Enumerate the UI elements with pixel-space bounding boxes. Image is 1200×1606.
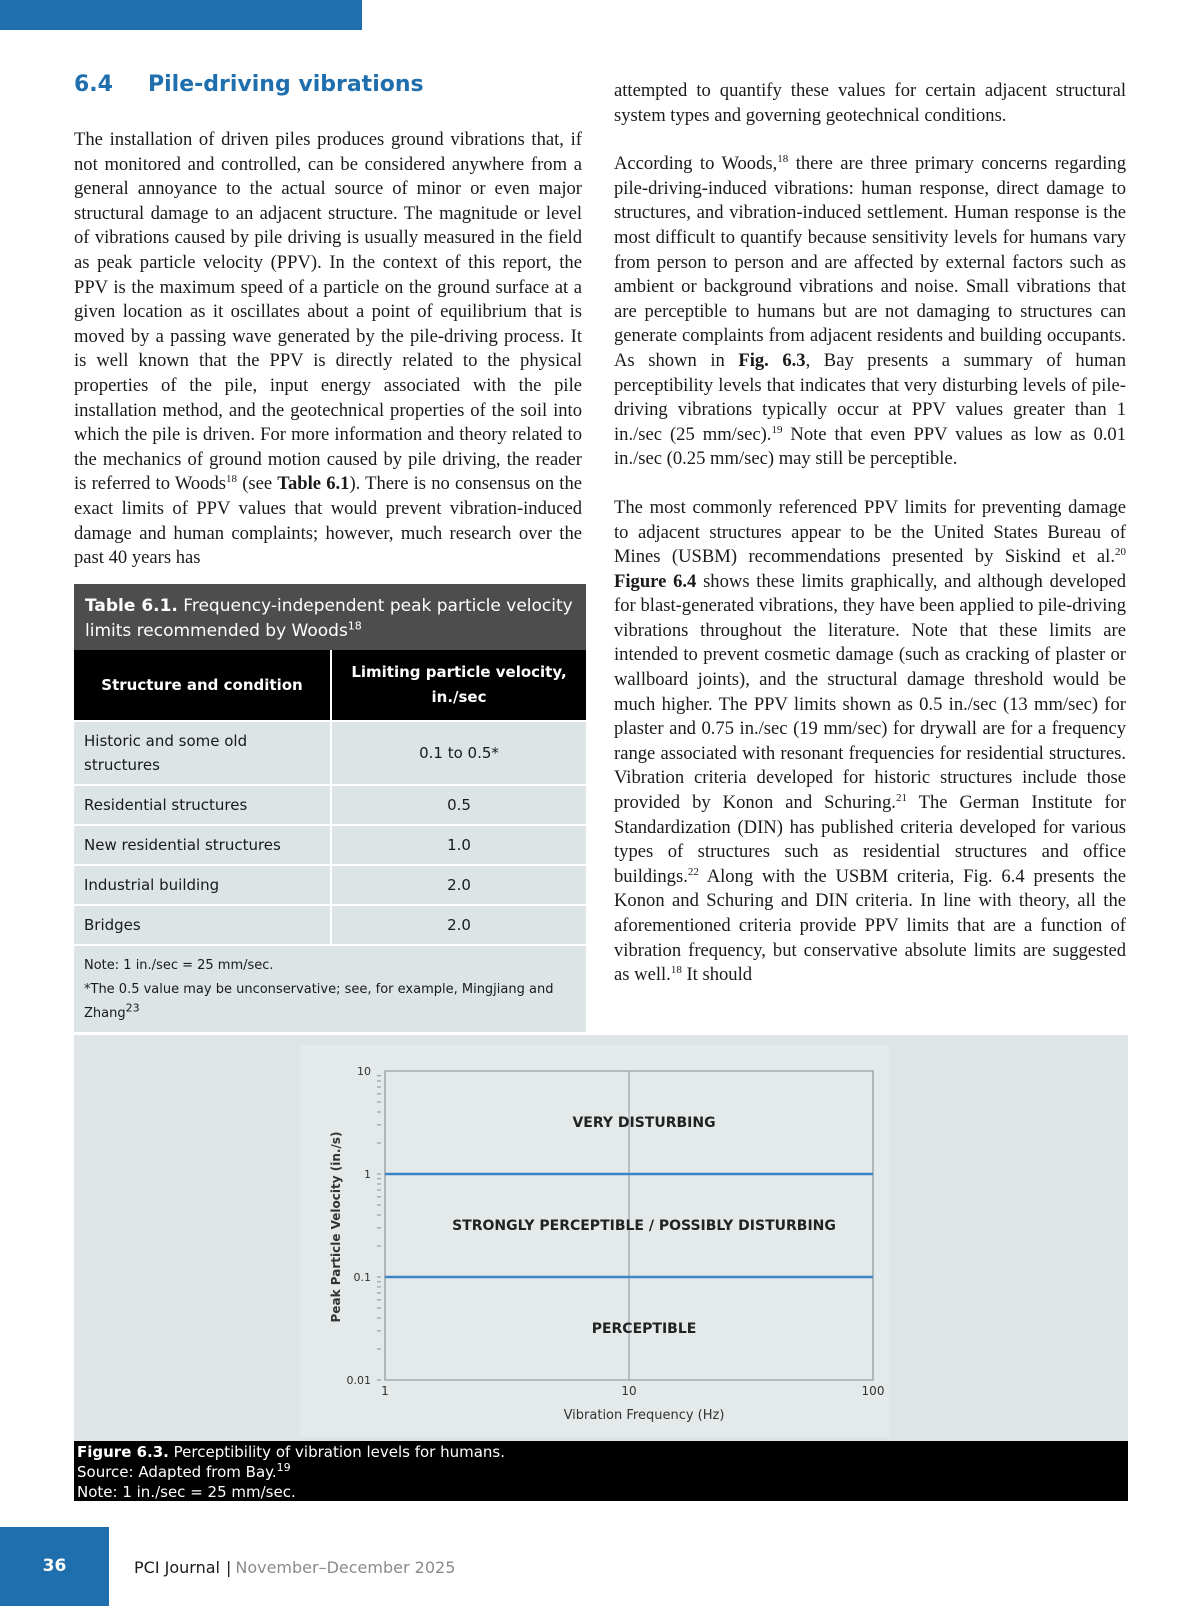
velocity-cell: 2.0 (331, 865, 586, 905)
citation-ref: 20 (1115, 545, 1126, 558)
y-tick-label: 10 (357, 1065, 371, 1078)
structure-cell: Historic and some old structures (74, 721, 331, 785)
right-column (614, 79, 1126, 1012)
figure-label: Figure 6.3. (77, 1443, 169, 1461)
right-paragraph-2 (614, 152, 1126, 472)
section-title: Pile-driving vibrations (148, 72, 424, 97)
table-row (74, 825, 586, 865)
velocity-cell: 0.5 (331, 785, 586, 825)
table-caption (74, 584, 586, 650)
citation-ref: 19 (771, 423, 783, 436)
figure-caption-text: Perceptibility of vibration levels for humans. (168, 1443, 506, 1461)
structure-cell: Bridges (74, 905, 331, 944)
paragraph-text: (see (237, 473, 278, 495)
velocity-cell: 0.1 to 0.5* (331, 721, 586, 785)
section-heading (74, 72, 424, 97)
figure-caption-line (77, 1442, 1125, 1462)
page-number: 36 (0, 1527, 109, 1606)
table-row (74, 785, 586, 825)
left-column-paragraph (74, 128, 582, 571)
table-row (74, 865, 586, 905)
table-reference: Table 6.1 (277, 473, 350, 495)
running-footer (134, 1558, 455, 1577)
paragraph-text: The most commonly referenced PPV limits for preventing damage to adjacent structures appear to be the United States Bureau of Mines (USBM) recommendations presented by Siskind et al. (614, 496, 1126, 568)
region-label: VERY DISTURBING (572, 1114, 716, 1131)
region-label: STRONGLY PERCEPTIBLE / POSSIBLY DISTURBING (452, 1217, 836, 1234)
paragraph-text: Along with the USBM criteria, Fig. 6.4 presents the Konon and Schuring and DIN criteria. In line with theory, all the aforementioned criteria provide PPV limits that are a function of vibration frequency, but conservative absolute limits are suggested as well. (614, 865, 1126, 986)
paragraph-text: there are three primary concerns regarding pile-driving-induced vibrations: human response, direct damage to structures, and vibration-induced settlement. Human response is the most difficult to quantify because sensitivity levels for humans vary from person to person and are affected by external factors such as ambient or background vibrations and noise. Small vibrations that are perceptible to humans but are not damaging to structures can generate complaints from adjacent residents and building occupants. As shown in (614, 153, 1126, 371)
structure-cell: New residential structures (74, 825, 331, 865)
x-tick-label: 1 (381, 1384, 389, 1398)
figure-reference: Fig. 6.3 (738, 349, 806, 371)
y-tick-label: 0.01 (346, 1374, 371, 1387)
table-row (74, 905, 586, 944)
citation-ref: 22 (687, 865, 699, 878)
table-label: Table 6.1. (85, 596, 178, 616)
paragraph-text: Note that even PPV values as low as 0.01 in./sec (0.25 mm/sec) may still be perceptible. (614, 423, 1126, 470)
citation-ref: 21 (895, 791, 907, 804)
citation-ref: 19 (276, 1461, 291, 1474)
column-header-structure: Structure and condition (74, 650, 331, 721)
y-tick-label: 0.1 (353, 1271, 371, 1284)
section-number: 6.4 (74, 72, 113, 97)
figure-source-line (77, 1462, 1125, 1482)
paragraph-text: It should (681, 964, 753, 986)
paragraph-text: shows these limits graphically, and although developed for blast-generated vibrations, they have been applied to pile-driving vibrations throughout the literature. Note that these limits are intended to prevent cosmetic damage (such as cracking of plaster or wallboard joints), and the structural damage threshold would be much higher. The PPV limits shown as 0.5 in./sec (13 mm/sec) for plaster and 0.75 in./sec (19 mm/sec) for drywall are for a frequency range associated with resonant frequencies for residential structures. Vibration criteria developed for historic structures include those provided by Konon and Schuring. (614, 570, 1126, 814)
velocity-cell: 2.0 (331, 905, 586, 944)
paragraph-text: The installation of driven piles produces ground vibrations that, if not monitored and controlled, can be considered anywhere from a general annoyance to the actual source of minor or even major structural damage to an adjacent structure. The magnitude or level of vibrations caused by pile driving is usually measured in the field as peak particle velocity (PPV). In the context of this report, the PPV is the maximum speed of a particle on the ground surface at a given location as it oscillates about a point of equilibrium that is moved by a passing wave generated by the pile-driving process. It is well known that the PPV is directly related to the physical properties of the pile, input energy associated with the pile installation method, and the geotechnical properties of the soil into which the pile is driven. For more information and theory related to the mechanics of ground motion caused by pile driving, the reader is referred to Woods (74, 129, 582, 495)
citation-ref: 23 (125, 1001, 140, 1015)
journal-name: PCI Journal (134, 1558, 220, 1577)
y-axis-label: Peak Particle Velocity (in./s) (329, 1131, 343, 1323)
figure-note: Note: 1 in./sec = 25 mm/sec. (77, 1483, 296, 1501)
table-caption-text: Frequency-independent peak particle velocity limits recommended by Woods (85, 596, 573, 641)
figure-source: Source: Adapted from Bay. (77, 1463, 277, 1481)
table-note-footnote (84, 978, 576, 1026)
table-notes (74, 944, 586, 1032)
paragraph-text: The German Institute for Standardization (DIN) has published criteria developed for various types of structures such as residential structures and office buildings. (614, 792, 1126, 887)
issue-date: November–December 2025 (235, 1558, 456, 1577)
paragraph-text: , Bay presents a summary of human perceptibility levels that indicates that very disturbing levels of pile-driving vibrations typically occur at PPV values greater than 1 in./sec (25 mm/sec). (614, 349, 1126, 445)
right-paragraph-1 (614, 79, 1126, 128)
y-tick-label: 1 (364, 1168, 371, 1181)
velocity-cell: 1.0 (331, 825, 586, 865)
citation-ref: 18 (347, 619, 362, 633)
citation-ref: 18 (226, 473, 238, 486)
figure-caption (74, 1441, 1128, 1501)
figure-reference: Figure 6.4 (614, 570, 697, 592)
region-label: PERCEPTIBLE (591, 1320, 697, 1337)
ppv-limits-table (74, 650, 586, 944)
figure-6-3 (74, 1035, 1128, 1501)
citation-ref: 18 (777, 153, 789, 165)
paragraph-text: ). There is no consensus on the exact limits of PPV values that would prevent vibration-induced damage and human complaints; however, much research over the past 40 years has (74, 473, 582, 569)
structure-cell: Industrial building (74, 865, 331, 905)
x-axis-label: Vibration Frequency (Hz) (563, 1408, 725, 1423)
right-paragraph-3 (614, 496, 1126, 988)
column-header-velocity: Limiting particle velocity, in./sec (331, 650, 586, 721)
plot-background (300, 1045, 890, 1437)
citation-ref: 18 (670, 964, 682, 976)
x-tick-label: 10 (621, 1384, 637, 1398)
top-accent-bar (0, 0, 362, 30)
table-6-1 (74, 584, 586, 1032)
x-tick-label: 100 (861, 1384, 885, 1398)
footer-separator: | (225, 1558, 232, 1577)
paragraph-text: According to Woods, (614, 153, 778, 175)
table-note-units: Note: 1 in./sec = 25 mm/sec. (84, 958, 274, 973)
perceptibility-chart (74, 1035, 1128, 1441)
paragraph-text: attempted to quantify these values for certain adjacent structural system types and governing geotechnical conditions. (614, 80, 1126, 126)
table-header-row (74, 650, 586, 721)
structure-cell: Residential structures (74, 785, 331, 825)
table-row (74, 721, 586, 785)
footnote-text: *The 0.5 value may be unconservative; see, for example, Mingjiang and Zhang (84, 982, 554, 1021)
